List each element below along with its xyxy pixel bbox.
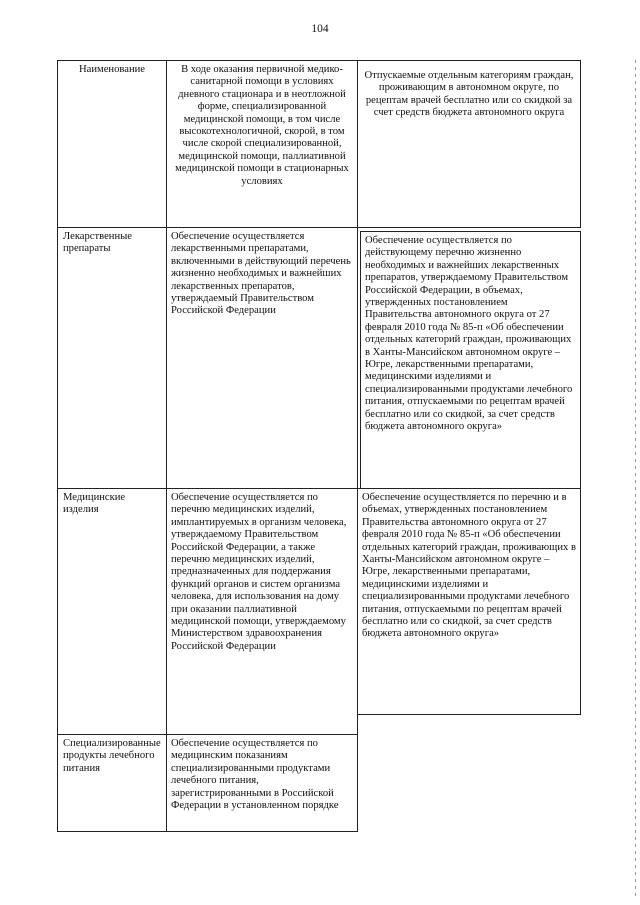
header-name-text: Наименование: [79, 64, 145, 75]
header-col1-cell: [166, 60, 358, 228]
row-nutrition-name-cell: [57, 734, 167, 832]
row-medicines-name-cell: [57, 227, 167, 489]
row-medicines-col2-cell: [360, 231, 581, 489]
row-nutrition-name: Специализированные продукты лечебного питания: [63, 738, 161, 774]
header-col1-text: В ходе оказания первичной медико-санитарной помощи в условиях дневного стационара и в неотложной форме, специализированной медицинской помощи, в том числе высокотехнологичной, скорой, в том числе скорой специализированной, медицинской помощи, паллиативной медицинской помощи в стационарных условиях: [175, 64, 349, 187]
row-devices-col1-cell: [166, 488, 358, 735]
row-medicines-col2: Обеспечение осуществляется по действующему перечню жизненно необходимых и важнейших лекарственных препаратов, утверждаемому Правительством Российской Федерации, в объемах, утвержденных постановлением Правительства автономного округа от 27 февраля 2010 года № 85-п «Об обеспечении отдельных категорий граждан, проживающих в Ханты-Мансийском автономном округе – Югре, лекарственными препаратами, медицинскими изделиями и специализированными продуктами лечебного питания, отпускаемыми по рецептам врачей бесплатно или со скидкой, за счет средств бюджета автономного округа»: [365, 235, 573, 433]
row-nutrition-col1: Обеспечение осуществляется по медицинским показаниям специализированными продуктами лечебного питания, зарегистрированными в Российской Федерации в установленном порядке: [171, 738, 339, 812]
row-devices-col2-cell: [357, 488, 581, 715]
header-name-cell: [57, 60, 167, 228]
row-devices-col2: Обеспечение осуществляется по перечню и в объемах, утвержденных постановлением Правительства автономного округа от 27 февраля 2010 года № 85-п «Об обеспечении отдельных категорий граждан, проживающих в Ханты-Мансийском автономном округе – Югре, лекарственными препаратами, медицинскими изделиями и специализированными продуктами лечебного питания, отпускаемыми по рецептам врачей бесплатно или со скидкой, за счет средств бюджета автономного округа»: [362, 492, 576, 640]
row-nutrition-col1-cell: [166, 734, 358, 832]
row-medicines-col1: Обеспечение осуществляется лекарственными препаратами, включенными в действующий перечень жизненно необходимых и важнейших лекарственных препаратов, утверждаемый Правительством Российской Федерации: [171, 231, 351, 317]
row-devices-col1: Обеспечение осуществляется по перечню медицинских изделий, имплантируемых в организм человека, утверждаемому Правительством Российской Федерации, а также перечню медицинских изделий, предназначенных для поддержания функций органов и систем организма человека, для использования на дому при оказании паллиативной медицинской помощи, утверждаемому Министерством здравоохранения Российской Федерации: [171, 492, 347, 652]
page-number: 104: [311, 23, 329, 35]
row-medicines-col1-cell: [166, 227, 358, 489]
header-col2-cell: [357, 60, 581, 228]
row-medicines-name: Лекарственные препараты: [63, 231, 132, 255]
row-devices-name-cell: [57, 488, 167, 735]
scan-edge-line: [635, 60, 636, 900]
header-col2-text: Отпускаемые отдельным категориям граждан, проживающим в автономном округе, по рецептам врачей бесплатно или со скидкой за счет средств бюджета автономного округа: [364, 70, 574, 119]
row-devices-name: Медицинские изделия: [63, 492, 126, 516]
